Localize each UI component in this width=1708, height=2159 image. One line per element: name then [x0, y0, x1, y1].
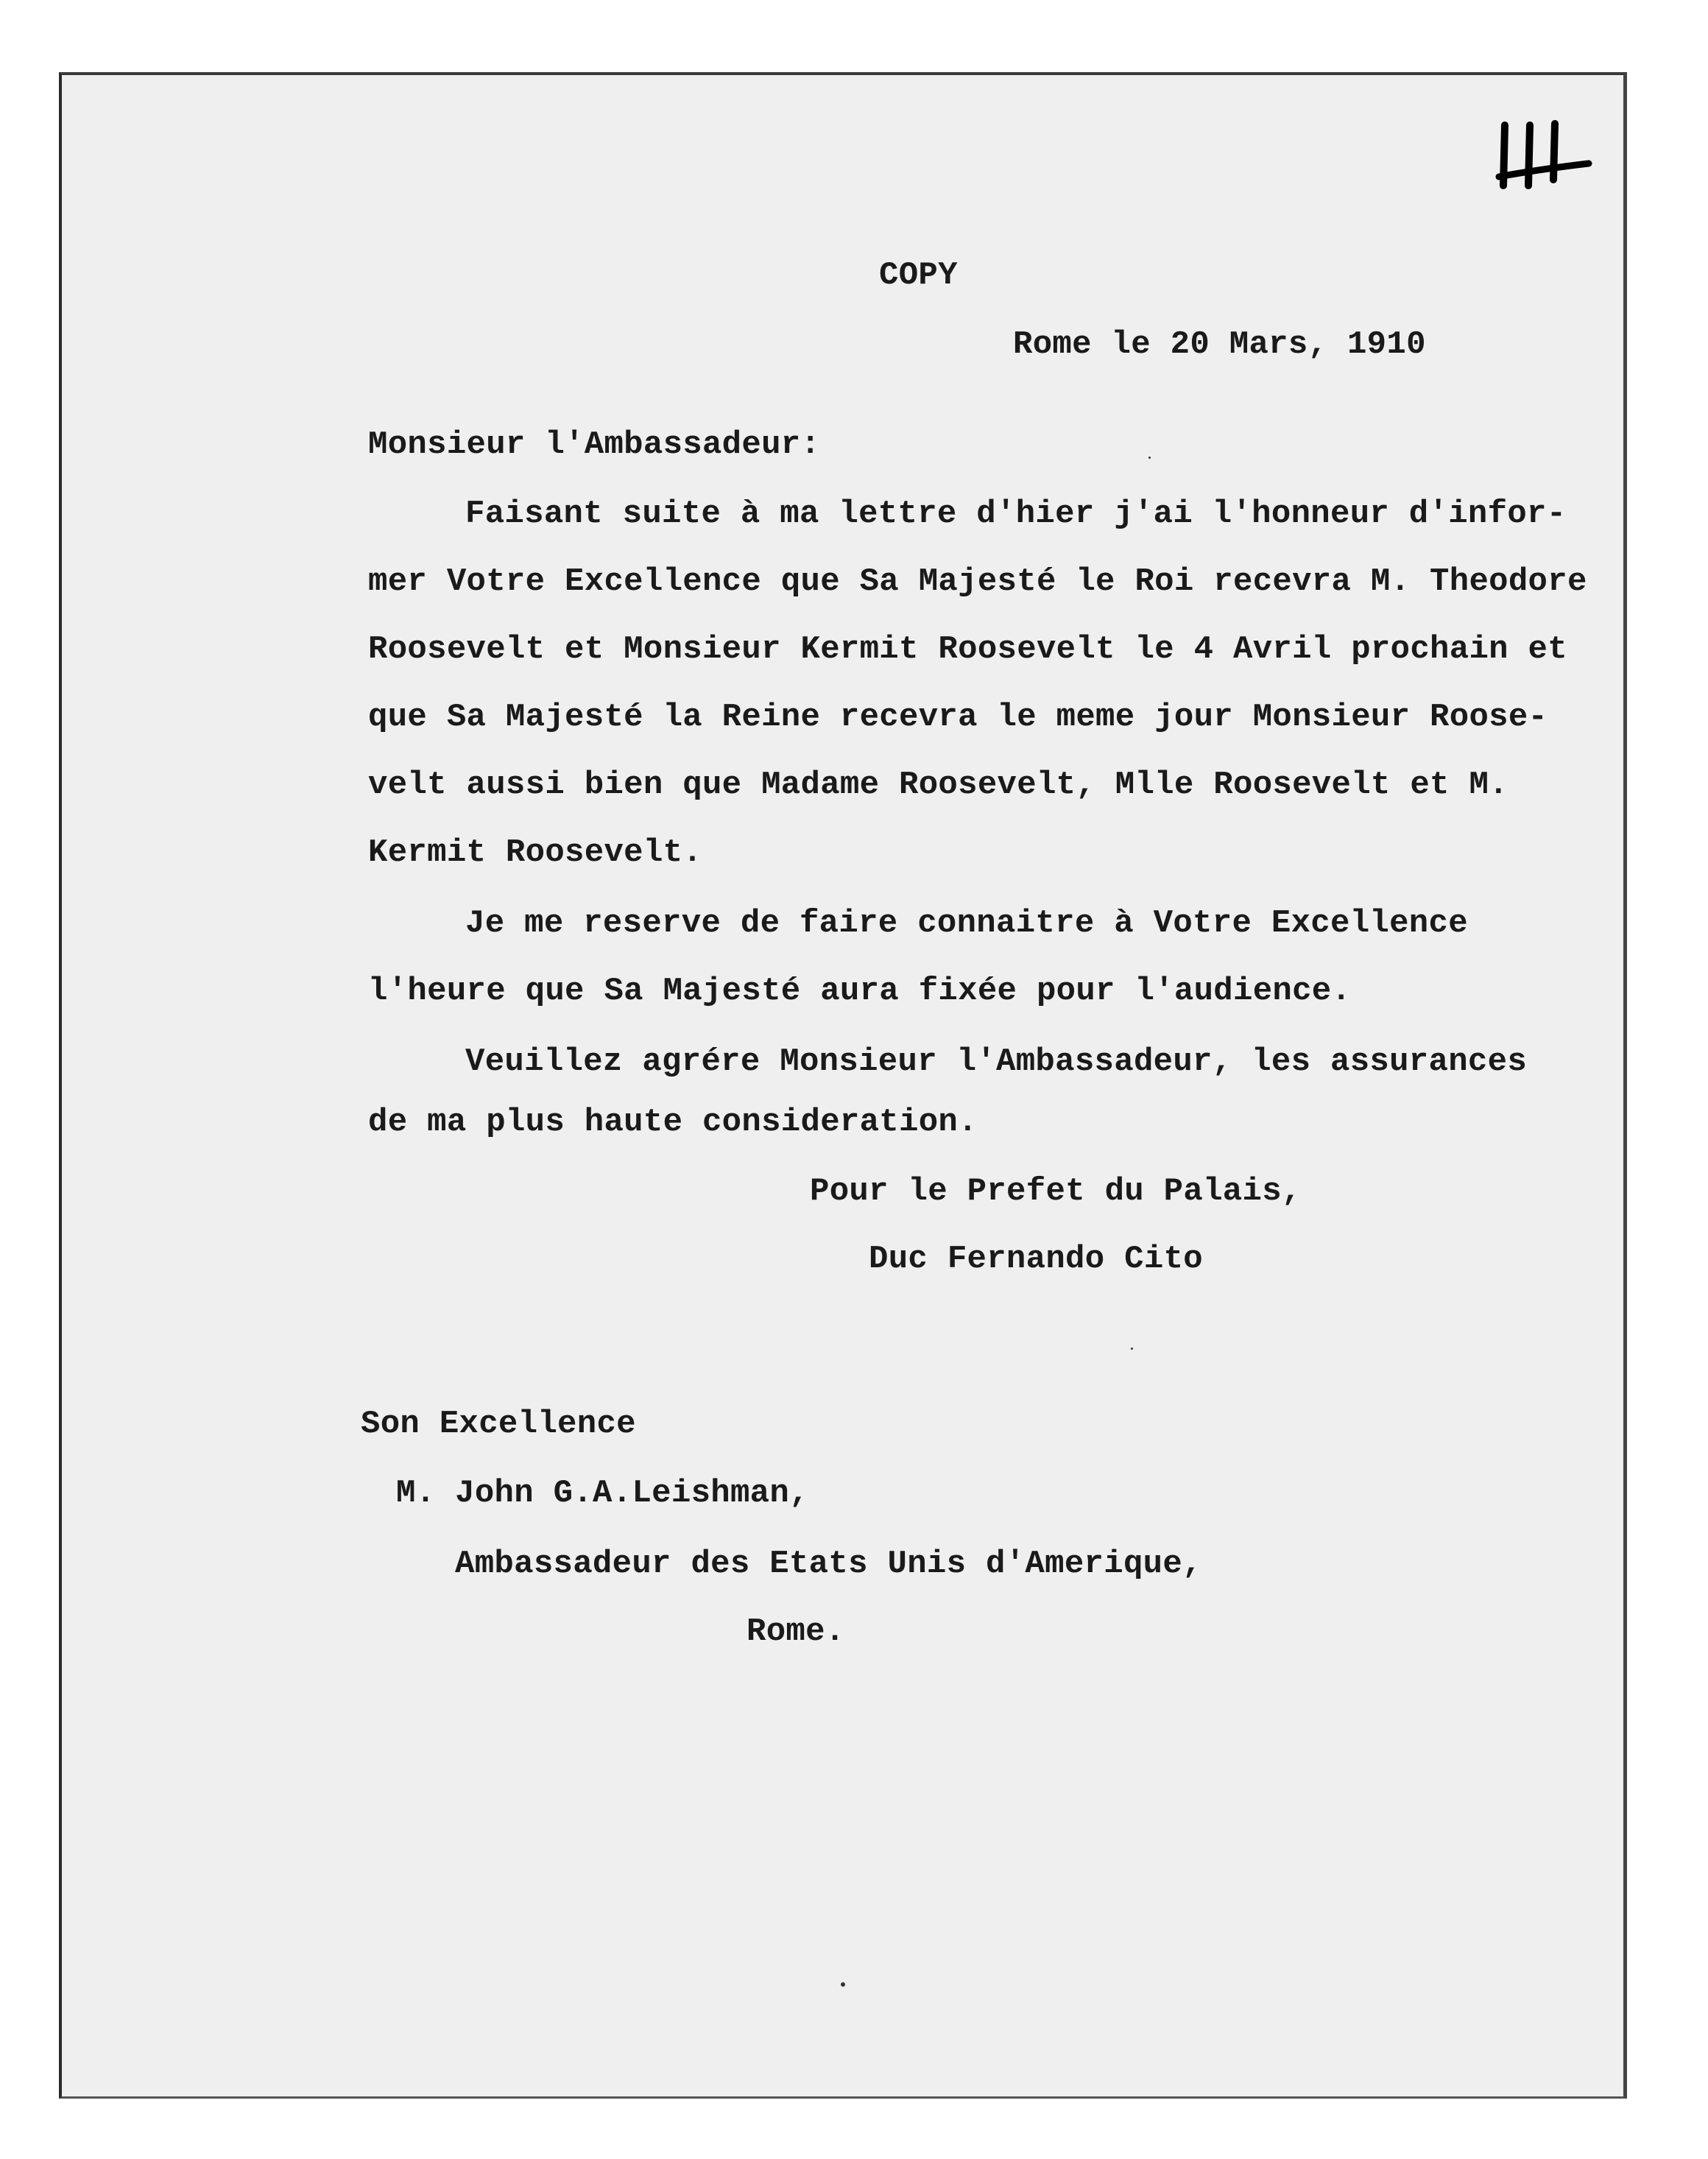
body-line: Veuillez agrére Monsieur l'Ambassadeur, les assurances: [465, 1043, 1528, 1080]
copy-heading: COPY: [879, 257, 958, 294]
body-line: de ma plus haute consideration.: [368, 1104, 978, 1141]
closing-line: Pour le Prefet du Palais,: [810, 1173, 1302, 1210]
addressee-line: Son Excellence: [361, 1406, 636, 1443]
letter-sheet: [59, 72, 1627, 2099]
body-line: Je me reserve de faire connaitre à Votre Excellence: [465, 905, 1468, 942]
addressee-line: Ambassadeur des Etats Unis d'Amerique,: [455, 1546, 1202, 1582]
body-line: Roosevelt et Monsieur Kermit Roosevelt le 4 Avril prochain et: [368, 631, 1567, 668]
signature-name: Duc Fernando Cito: [869, 1241, 1203, 1278]
paper-speck: [841, 1982, 845, 1987]
page-marker-handwritten: [1494, 118, 1594, 191]
salutation: Monsieur l'Ambassadeur:: [368, 426, 821, 463]
body-line: Kermit Roosevelt.: [368, 834, 702, 871]
paper-speck: [1131, 1348, 1133, 1350]
paper-speck: [1148, 457, 1151, 459]
body-line: l'heure que Sa Majesté aura fixée pour l'audience.: [368, 973, 1352, 1010]
body-line: Faisant suite à ma lettre d'hier j'ai l'honneur d'infor-: [465, 496, 1567, 532]
body-line: que Sa Majesté la Reine recevra le meme jour Monsieur Roose-: [368, 699, 1548, 736]
addressee-line: Rome.: [747, 1613, 845, 1650]
body-line: velt aussi bien que Madame Roosevelt, Mlle Roosevelt et M.: [368, 767, 1508, 803]
addressee-line: M. John G.A.Leishman,: [396, 1475, 809, 1512]
date-line: Rome le 20 Mars, 1910: [1013, 326, 1426, 363]
body-line: mer Votre Excellence que Sa Majesté le Roi recevra M. Theodore: [368, 563, 1587, 600]
